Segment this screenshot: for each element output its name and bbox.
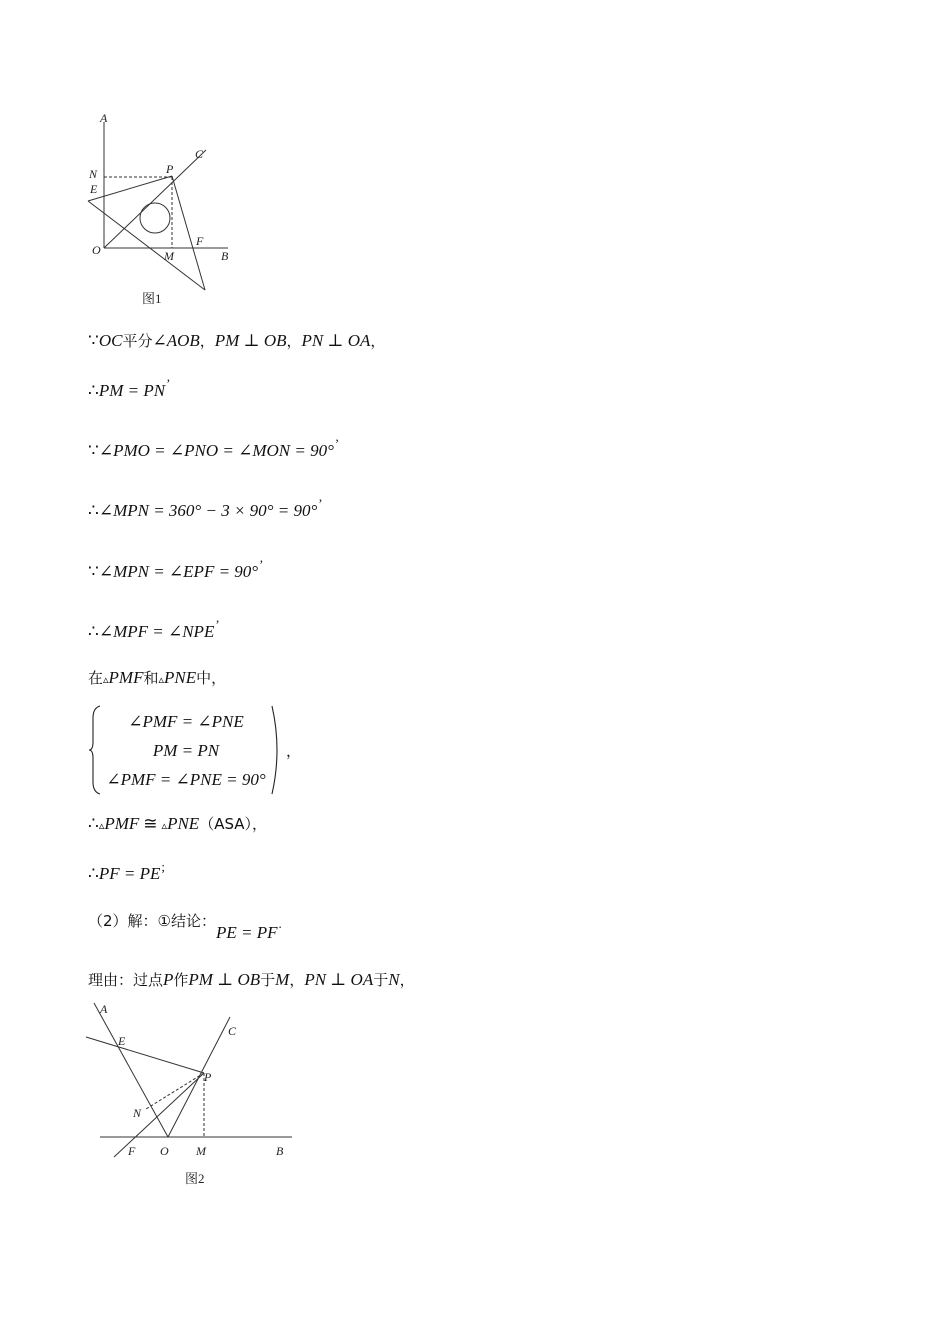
line-9	[88, 859, 165, 886]
l8-tri-pmf: PMF	[104, 814, 140, 833]
figure-1-diagram	[80, 108, 250, 308]
l11-point-m: M	[275, 970, 290, 989]
line-ef	[88, 201, 205, 290]
equation-system	[88, 704, 302, 796]
label-m: M	[196, 1144, 206, 1158]
line-10	[88, 910, 282, 942]
triangle-symbol: ▵	[98, 820, 105, 832]
l7-text-1: 在	[88, 669, 104, 687]
l7-tri-pne: PNE	[164, 668, 197, 687]
l2-math: PM = PN	[98, 381, 166, 400]
line-6	[88, 617, 220, 644]
system-row-3: ∠PMF = ∠PNE = 90°	[106, 770, 266, 789]
l10-mark: .	[278, 916, 282, 931]
l11-point-p: P	[163, 970, 174, 989]
line-5	[88, 557, 264, 584]
l11-text-2: 作	[173, 971, 189, 989]
line-pf	[172, 176, 205, 290]
l1-comma-2: ，	[286, 332, 302, 350]
therefore-symbol: ∴	[88, 381, 99, 400]
l11-text-3: 于	[260, 971, 276, 989]
l11-text-1: 理由：过点	[88, 971, 164, 989]
because-symbol: ∵	[88, 441, 99, 460]
label-p: P	[204, 1070, 212, 1084]
line-2	[88, 376, 171, 403]
congruent-symbol: ≅	[143, 814, 158, 833]
l1-oc: OC	[98, 331, 123, 350]
l11-comma-2: ，	[399, 971, 415, 989]
l9-mark: ;	[161, 859, 165, 874]
l5-mark: ’	[259, 557, 264, 572]
figure-1-caption: 图1	[142, 291, 162, 306]
l3-math: ∠PMO = ∠PNO = ∠MON = 90°	[98, 441, 334, 460]
l1-perp-2: PN ⊥ OA	[301, 331, 371, 350]
l11-perp-2: PN ⊥ OA	[304, 970, 374, 989]
label-o: O	[160, 1144, 169, 1158]
l3-mark: ’	[334, 436, 340, 451]
line-8	[88, 813, 267, 837]
because-symbol: ∵	[88, 562, 99, 581]
label-a: A	[100, 1002, 108, 1016]
l10-text: （2）解：①结论：	[88, 912, 216, 930]
figure-2-caption: 图2	[185, 1171, 205, 1186]
label-n: N	[133, 1106, 142, 1120]
l8-text: （ASA），	[199, 815, 268, 833]
label-c: C	[228, 1024, 237, 1038]
l1-angle: ∠AOB	[152, 331, 200, 350]
l6-mark: ’	[215, 617, 220, 632]
label-p: P	[166, 162, 174, 176]
l9-math: PF = PE	[98, 864, 161, 883]
dashed-pn	[146, 1073, 204, 1109]
l7-tri-pmf: PMF	[108, 668, 144, 687]
figure-1	[80, 108, 250, 308]
l10-math: PE = PF	[216, 923, 278, 942]
l2-mark: ’	[166, 376, 171, 391]
figure-2-diagram	[80, 995, 300, 1195]
l6-math: ∠MPF = ∠NPE	[98, 622, 215, 641]
label-f: F	[196, 234, 204, 248]
line-11	[88, 969, 415, 991]
l1-perp-1: PM ⊥ OB	[214, 331, 287, 350]
line-3	[88, 436, 340, 463]
l5-math: ∠MPN = ∠EPF = 90°	[98, 562, 259, 581]
l11-perp-1: PM ⊥ OB	[188, 970, 261, 989]
label-m: M	[164, 249, 174, 263]
circle	[140, 203, 170, 233]
system-row-1: ∠PMF = ∠PNE	[128, 712, 244, 731]
l1-comma-1: ，	[199, 332, 215, 350]
l7-text-3: 中，	[196, 669, 227, 687]
triangle-symbol: ▵	[103, 674, 109, 686]
label-f: F	[128, 1144, 136, 1158]
l8-tri-pne: PNE	[167, 814, 200, 833]
line-4	[88, 496, 323, 523]
l1-comma-3: ，	[370, 332, 386, 350]
label-e: E	[118, 1034, 126, 1048]
l4-math: ∠MPN = 360° − 3 × 90° = 90°	[98, 501, 318, 520]
label-e: E	[90, 182, 98, 196]
right-paren-icon	[270, 704, 284, 796]
label-a: A	[100, 111, 108, 125]
l11-comma-1: ，	[289, 971, 305, 989]
triangle-symbol: ▵	[161, 820, 168, 832]
l11-point-n: N	[388, 970, 400, 989]
label-o: O	[92, 243, 101, 257]
line-pe	[86, 1037, 204, 1073]
label-b: B	[276, 1144, 284, 1158]
l1-text: 平分	[122, 332, 153, 350]
system-comma: ，	[286, 742, 302, 760]
label-b: B	[221, 249, 229, 263]
l7-text-2: 和	[143, 669, 159, 687]
line-7	[88, 667, 226, 691]
triangle-symbol: ▵	[158, 674, 165, 686]
figure-2	[80, 995, 300, 1195]
because-symbol: ∵	[88, 331, 99, 350]
therefore-symbol: ∴	[88, 622, 99, 641]
therefore-symbol: ∴	[88, 501, 99, 520]
line-pe	[88, 176, 172, 201]
l11-text-4: 于	[373, 971, 389, 989]
l4-mark: ’	[318, 496, 323, 511]
therefore-symbol: ∴	[88, 864, 99, 883]
label-c: C	[195, 147, 204, 161]
system-row-2: PM = PN	[152, 741, 220, 760]
label-n: N	[89, 167, 98, 181]
line-1	[88, 330, 385, 352]
therefore-symbol: ∴	[88, 814, 99, 833]
